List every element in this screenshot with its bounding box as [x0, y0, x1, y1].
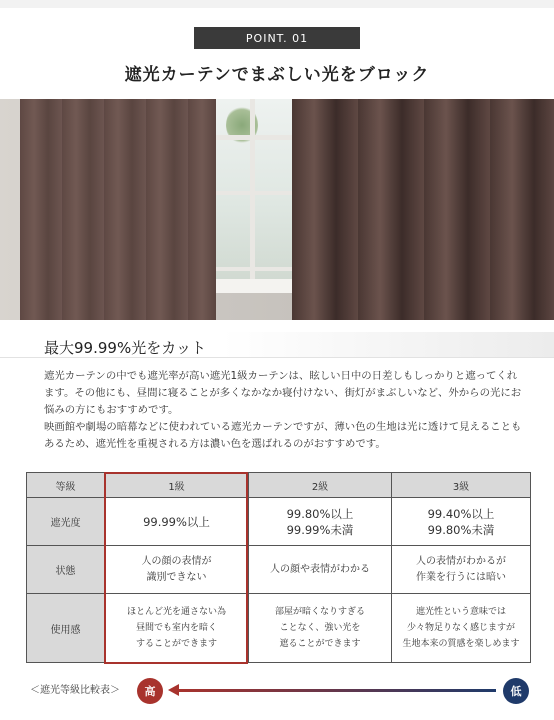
- description-paragraph: 遮光カーテンの中でも遮光率が高い遮光1級カーテンは、眩しい日中の日差しもしっかりと遮ってくれます。その他にも、昼間に寝ることが多くなかなか寝付けない、街灯がまぶしいなど、外からの光にお悩みの方にもおすすめです。: [44, 370, 522, 416]
- top-band: [0, 0, 554, 8]
- divider: [0, 357, 554, 358]
- table-row: [27, 594, 531, 663]
- description: [44, 368, 524, 453]
- window-frame-horizontal: [214, 267, 292, 271]
- shading-scale-bar: [178, 689, 496, 692]
- shading-grade-table: [26, 472, 531, 663]
- window-sill: [205, 279, 301, 293]
- table-corner: 等級: [27, 473, 105, 498]
- table-cell: 遮光性という意味では 少々物足りなく感じますが 生地本来の質感を楽しめます: [392, 594, 531, 663]
- table-cell: 99.80%以上 99.99%未満: [249, 498, 392, 546]
- table-cell: 人の表情がわかるが 作業を行うには暗い: [392, 546, 531, 594]
- table-cell: 部屋が暗くなりすぎる ことなく、強い光を 遮ることができます: [249, 594, 392, 663]
- subheading: 最大99.99%光をカット: [44, 339, 207, 357]
- table-cell: 99.40%以上 99.80%未満: [392, 498, 531, 546]
- point-badge: POINT. 01: [194, 27, 360, 49]
- window-frame-horizontal: [214, 135, 292, 140]
- curtain-right: [292, 99, 554, 320]
- column-grade-2: 2級: [249, 473, 392, 498]
- table-header-row: [27, 473, 531, 498]
- high-badge: 高: [137, 678, 163, 704]
- compare-label: ＜遮光等級比較表＞: [30, 685, 120, 696]
- curtain-left: [20, 99, 216, 320]
- column-grade-1: 1級: [105, 473, 249, 498]
- table-row: [27, 546, 531, 594]
- low-badge: 低: [503, 678, 529, 704]
- table-cell: ほとんど光を通さない為 昼間でも室内を暗く することができます: [105, 594, 249, 663]
- row-label-shading-rate: 遮光度: [27, 498, 105, 546]
- table-cell: 99.99%以上: [105, 498, 249, 546]
- window-frame-horizontal: [214, 191, 292, 195]
- table-row: [27, 498, 531, 546]
- table-cell: 人の顔の表情が 識別できない: [105, 546, 249, 594]
- column-grade-3: 3級: [392, 473, 531, 498]
- description-paragraph: 映画館や劇場の暗幕などに使われている遮光カーテンですが、薄い色の生地は光に透けて見えることもあるため、遮光性を重視される方は濃い色を選ばれるのがおすすめです。: [44, 421, 522, 450]
- curtain-photo: [0, 99, 554, 320]
- row-label-state: 状態: [27, 546, 105, 594]
- page-headline: 遮光カーテンでまぶしい光をブロック: [124, 65, 430, 85]
- row-label-feel: 使用感: [27, 594, 105, 663]
- table-cell: 人の顔や表情がわかる: [249, 546, 392, 594]
